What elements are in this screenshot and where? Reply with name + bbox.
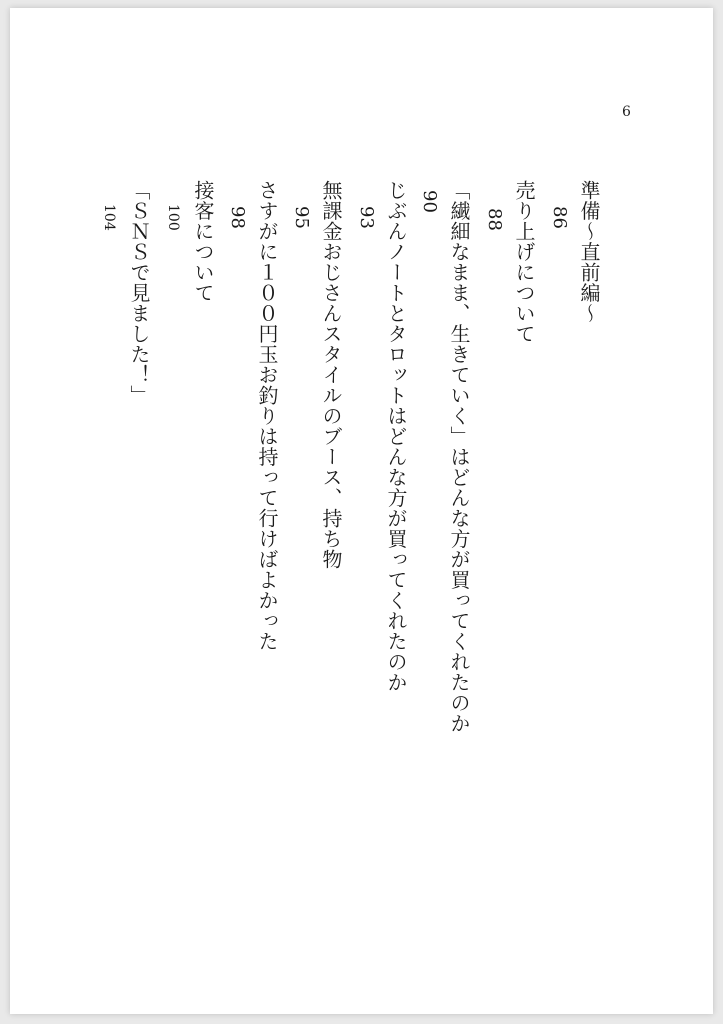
toc-entry-page: 100 [165,204,181,231]
toc-entry [419,180,474,880]
book-page [10,8,713,1014]
toc-entry-title: 「ＳＮＳで見ました！」 [127,180,151,406]
toc-entry-page: 104 [101,204,117,231]
toc-entry-title: さすがに１００円玉お釣りは持って行けばよかった [255,180,279,652]
toc-entry-page: 95 [291,206,312,229]
toc-entry-title: 準備～直前編～ [577,180,601,324]
toc-entry [165,180,218,880]
page-number: 6 [622,104,631,120]
toc-entry [101,180,154,880]
toc-entry [227,180,282,880]
toc-entry [484,180,539,880]
toc-entry-page: 86 [549,206,570,229]
toc-entry-title: 売り上げについて [512,180,536,344]
toc-entry [549,180,604,880]
toc-entry-page: 93 [356,206,377,229]
toc-entry-page: 98 [227,206,248,229]
toc-entry-title: 無課金おじさんスタイルのブース、持ち物 [319,180,343,570]
toc-entry [356,180,411,880]
toc-entry-title: 「繊細なまま、生きていく」はどんな方が買ってくれたのか [447,180,471,734]
toc-entry-page: 88 [484,208,505,231]
toc-entry-title: じぶんノートとタロットはどんな方が買ってくれたのか [384,180,408,693]
toc-entry [291,180,346,880]
toc-entry-page: 90 [419,190,440,213]
toc-entry-title: 接客について [191,180,215,303]
